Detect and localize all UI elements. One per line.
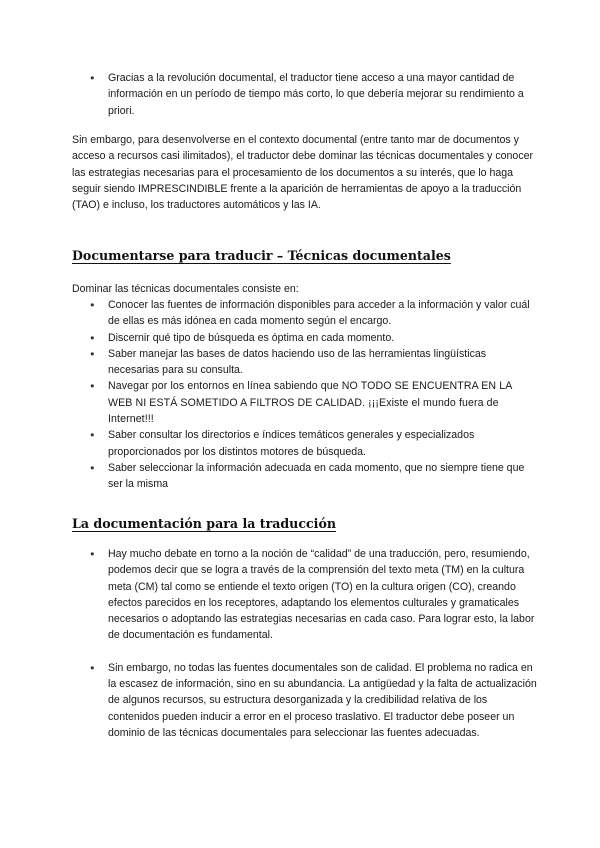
documentation-list xyxy=(108,546,538,757)
list-item: ● Conocer las fuentes de información disponibles para acceder a la información y valor cuál de ellas es más idónea en cada momento según el encargo. xyxy=(108,297,538,330)
list-item: ● Saber seleccionar la información adecuada en cada momento, que no siempre tiene que ser la misma xyxy=(108,460,538,493)
section-heading-documentation: La documentación para la traducción xyxy=(72,516,337,531)
list-item: ● Discernir qué tipo de búsqueda es óptima en cada momento. xyxy=(108,330,538,346)
list-item: ● Hay mucho debate en torno a la noción de “calidad” de una traducción, pero, resumiendo, podemos decir que se logra a través de la comprensión del texto meta (TM) en la cultura meta (CM) tal como se entiende el texto origen (TO) en la cultura origen (CO), creando efectos parecidos en los receptores, adaptando los elementos culturales y gramaticales necesarios o adoptando las estrategias necesarias en cada caso. Para lograr esto, la labor de documentación es fundamental. xyxy=(108,546,538,644)
techniques-list xyxy=(108,297,538,493)
intro-bullet-list xyxy=(108,70,538,119)
techniques-lead-text: Dominar las técnicas documentales consiste en: xyxy=(72,283,299,295)
list-item: ● Saber manejar las bases de datos haciendo uso de las herramientas lingüísticas necesarias para su consulta. xyxy=(108,346,538,379)
intro-paragraph: Sin embargo, para desenvolverse en el contexto documental (entre tanto mar de documentos y acceso a recursos casi ilimitados), el traductor debe dominar las técnicas documentales y conocer las estrategias necesarias para el procesamiento de los documentos a su interés, que lo haga seguir siendo IMPRESCINDIBLE frente a la aparición de herramientas de apoyo a la traducción (TAO) e incluso, los traductores automáticos y las IA. xyxy=(72,134,534,212)
list-item: ● Saber consultar los directorios e índices temáticos generales y especializados proporcionados por los distintos motores de búsqueda. xyxy=(108,427,538,460)
section-heading-techniques: Documentarse para traducir – Técnicas documentales xyxy=(72,248,451,263)
list-item: ● Sin embargo, no todas las fuentes documentales son de calidad. El problema no radica en la escasez de información, sino en su abundancia. La antigüedad y la falta de actualización de algunos recursos, su estructura desorganizada y la credibilidad relativa de los contenidos pueden inducir a error en el proceso traslativo. El traductor debe poseer un dominio de las técnicas documentales para seleccionar las fuentes adecuadas. xyxy=(108,660,538,741)
list-item: ● Navegar por los entornos en línea sabiendo que NO TODO SE ENCUENTRA EN LA WEB NI ESTÁ SOMETIDO A FILTROS DE CALIDAD. ¡¡¡Existe el mundo fuera de Internet!!! xyxy=(108,378,538,427)
list-item: ● Gracias a la revolución documental, el traductor tiene acceso a una mayor cantidad de información en un período de tiempo más corto, lo que debería mejorar su rendimiento a priori. xyxy=(108,70,538,119)
